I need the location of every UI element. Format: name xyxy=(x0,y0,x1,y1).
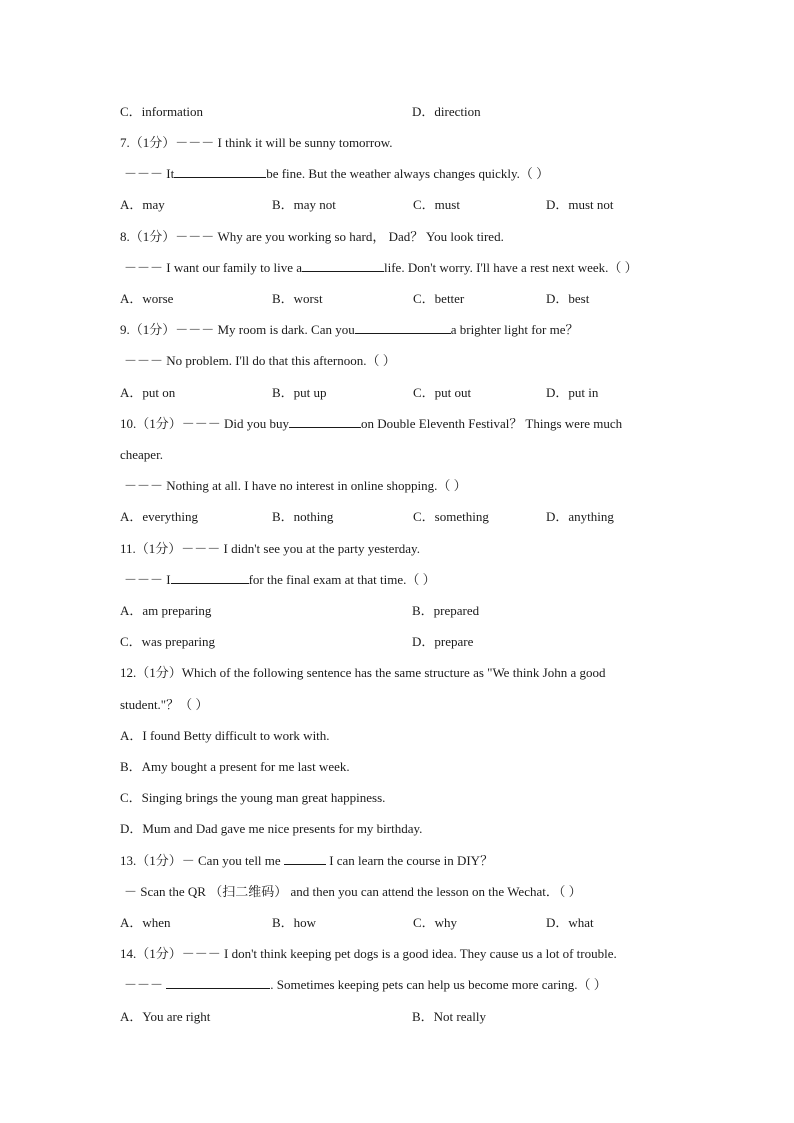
question-line xyxy=(120,446,163,464)
answer-option: B．may not xyxy=(272,197,336,212)
question-line xyxy=(124,352,396,370)
answer-option: D．anything xyxy=(546,509,614,524)
answer-option: B．prepared xyxy=(412,603,480,618)
question-line xyxy=(120,727,330,745)
question-line xyxy=(120,321,579,339)
answer-option: B．Not really xyxy=(412,1009,487,1024)
answer-option: D．prepare xyxy=(412,634,474,649)
line-text: －－－ xyxy=(124,977,167,992)
answer-option: D．direction xyxy=(412,104,481,119)
answer-option: C．put out xyxy=(413,385,472,400)
line-text: 14.（1分）－－－ I don't think keeping pet dogs is a good idea. They cause us a lot of trouble. xyxy=(120,946,617,961)
question-line xyxy=(120,945,617,963)
answer-option: A．everything xyxy=(120,509,198,524)
line-text: student."？（ ） xyxy=(120,697,209,712)
question-line xyxy=(124,976,607,994)
line-text: B．Amy bought a present for me last week. xyxy=(120,759,350,774)
line-text: －－－ It xyxy=(124,166,175,181)
line-text: －－－ I xyxy=(124,572,171,587)
answer-blank xyxy=(289,415,361,428)
answer-blank xyxy=(355,321,451,334)
line-text: a brighter light for me？ xyxy=(450,322,579,337)
answer-option: A．may xyxy=(120,197,165,212)
answer-option: C．must xyxy=(413,197,460,212)
answer-option: A．put on xyxy=(120,385,176,400)
question-line xyxy=(120,228,504,246)
question-line xyxy=(120,664,606,682)
question-line xyxy=(120,852,493,870)
line-text: 7.（1分）－－－ I think it will be sunny tomorrow. xyxy=(120,135,393,150)
question-line xyxy=(120,134,393,152)
line-text: D．Mum and Dad gave me nice presents for my birthday. xyxy=(120,821,423,836)
line-text: － Scan the QR （扫二维码） and then you can attend the lesson on the Wechat．（ ） xyxy=(124,884,582,899)
line-text: －－－ Nothing at all. I have no interest in online shopping.（ ） xyxy=(124,478,467,493)
line-text: 10.（1分）－－－ Did you buy xyxy=(120,416,290,431)
answer-option: D．put in xyxy=(546,385,599,400)
answer-option: B．how xyxy=(272,915,317,930)
answer-option: A．worse xyxy=(120,291,174,306)
answer-option: B．worst xyxy=(272,291,323,306)
line-text: 12.（1分）Which of the following sentence has the same structure as "We think John a good xyxy=(120,665,606,680)
question-line xyxy=(124,883,582,901)
line-text: be fine. But the weather always changes quickly.（ ） xyxy=(266,166,550,181)
line-text: life. Don't worry. I'll have a rest next week.（ ） xyxy=(384,260,638,275)
answer-option: C．better xyxy=(413,291,465,306)
line-text: A．I found Betty difficult to work with. xyxy=(120,728,330,743)
answer-option: D．what xyxy=(546,915,594,930)
answer-option: D．must not xyxy=(546,197,614,212)
answer-option: A．when xyxy=(120,915,171,930)
question-line xyxy=(120,820,422,838)
question-line xyxy=(124,165,549,183)
line-text: cheaper. xyxy=(120,447,163,462)
line-text: I can learn the course in DIY？ xyxy=(325,853,494,868)
line-text: 8.（1分）－－－ Why are you working so hard， Dad？ You look tired. xyxy=(120,229,504,244)
answer-option: C．why xyxy=(413,915,458,930)
line-text: C．Singing brings the young man great happiness. xyxy=(120,790,386,805)
line-text: －－－ I want our family to live a xyxy=(124,260,302,275)
question-line xyxy=(120,540,420,558)
question-line xyxy=(120,696,208,714)
answer-blank xyxy=(171,571,249,584)
answer-option: A．am preparing xyxy=(120,603,212,618)
answer-option: D．best xyxy=(546,291,590,306)
answer-option: B．put up xyxy=(272,385,327,400)
line-text: 9.（1分）－－－ My room is dark. Can you xyxy=(120,322,355,337)
answer-option: C．something xyxy=(413,509,489,524)
question-line xyxy=(120,758,350,776)
answer-option: C．was preparing xyxy=(120,634,215,649)
answer-blank xyxy=(174,165,266,178)
answer-blank xyxy=(302,259,384,272)
question-line xyxy=(124,259,638,277)
line-text: on Double Eleventh Festival？ Things were much xyxy=(361,416,623,431)
question-line xyxy=(124,571,436,589)
answer-option: A．You are right xyxy=(120,1009,211,1024)
line-text: 13.（1分）－ Can you tell me xyxy=(120,853,284,868)
question-line xyxy=(120,415,622,433)
question-line xyxy=(120,789,385,807)
answer-option: B．nothing xyxy=(272,509,334,524)
line-text: －－－ No problem. I'll do that this afternoon.（ ） xyxy=(124,353,396,368)
line-text: for the final exam at that time.（ ） xyxy=(248,572,436,587)
answer-option: C．information xyxy=(120,104,204,119)
line-text: 11.（1分）－－－ I didn't see you at the party yesterday. xyxy=(120,541,420,556)
question-line xyxy=(124,477,467,495)
line-text: . Sometimes keeping pets can help us become more caring.（ ） xyxy=(270,977,607,992)
answer-blank xyxy=(166,976,270,989)
answer-blank xyxy=(284,852,326,865)
